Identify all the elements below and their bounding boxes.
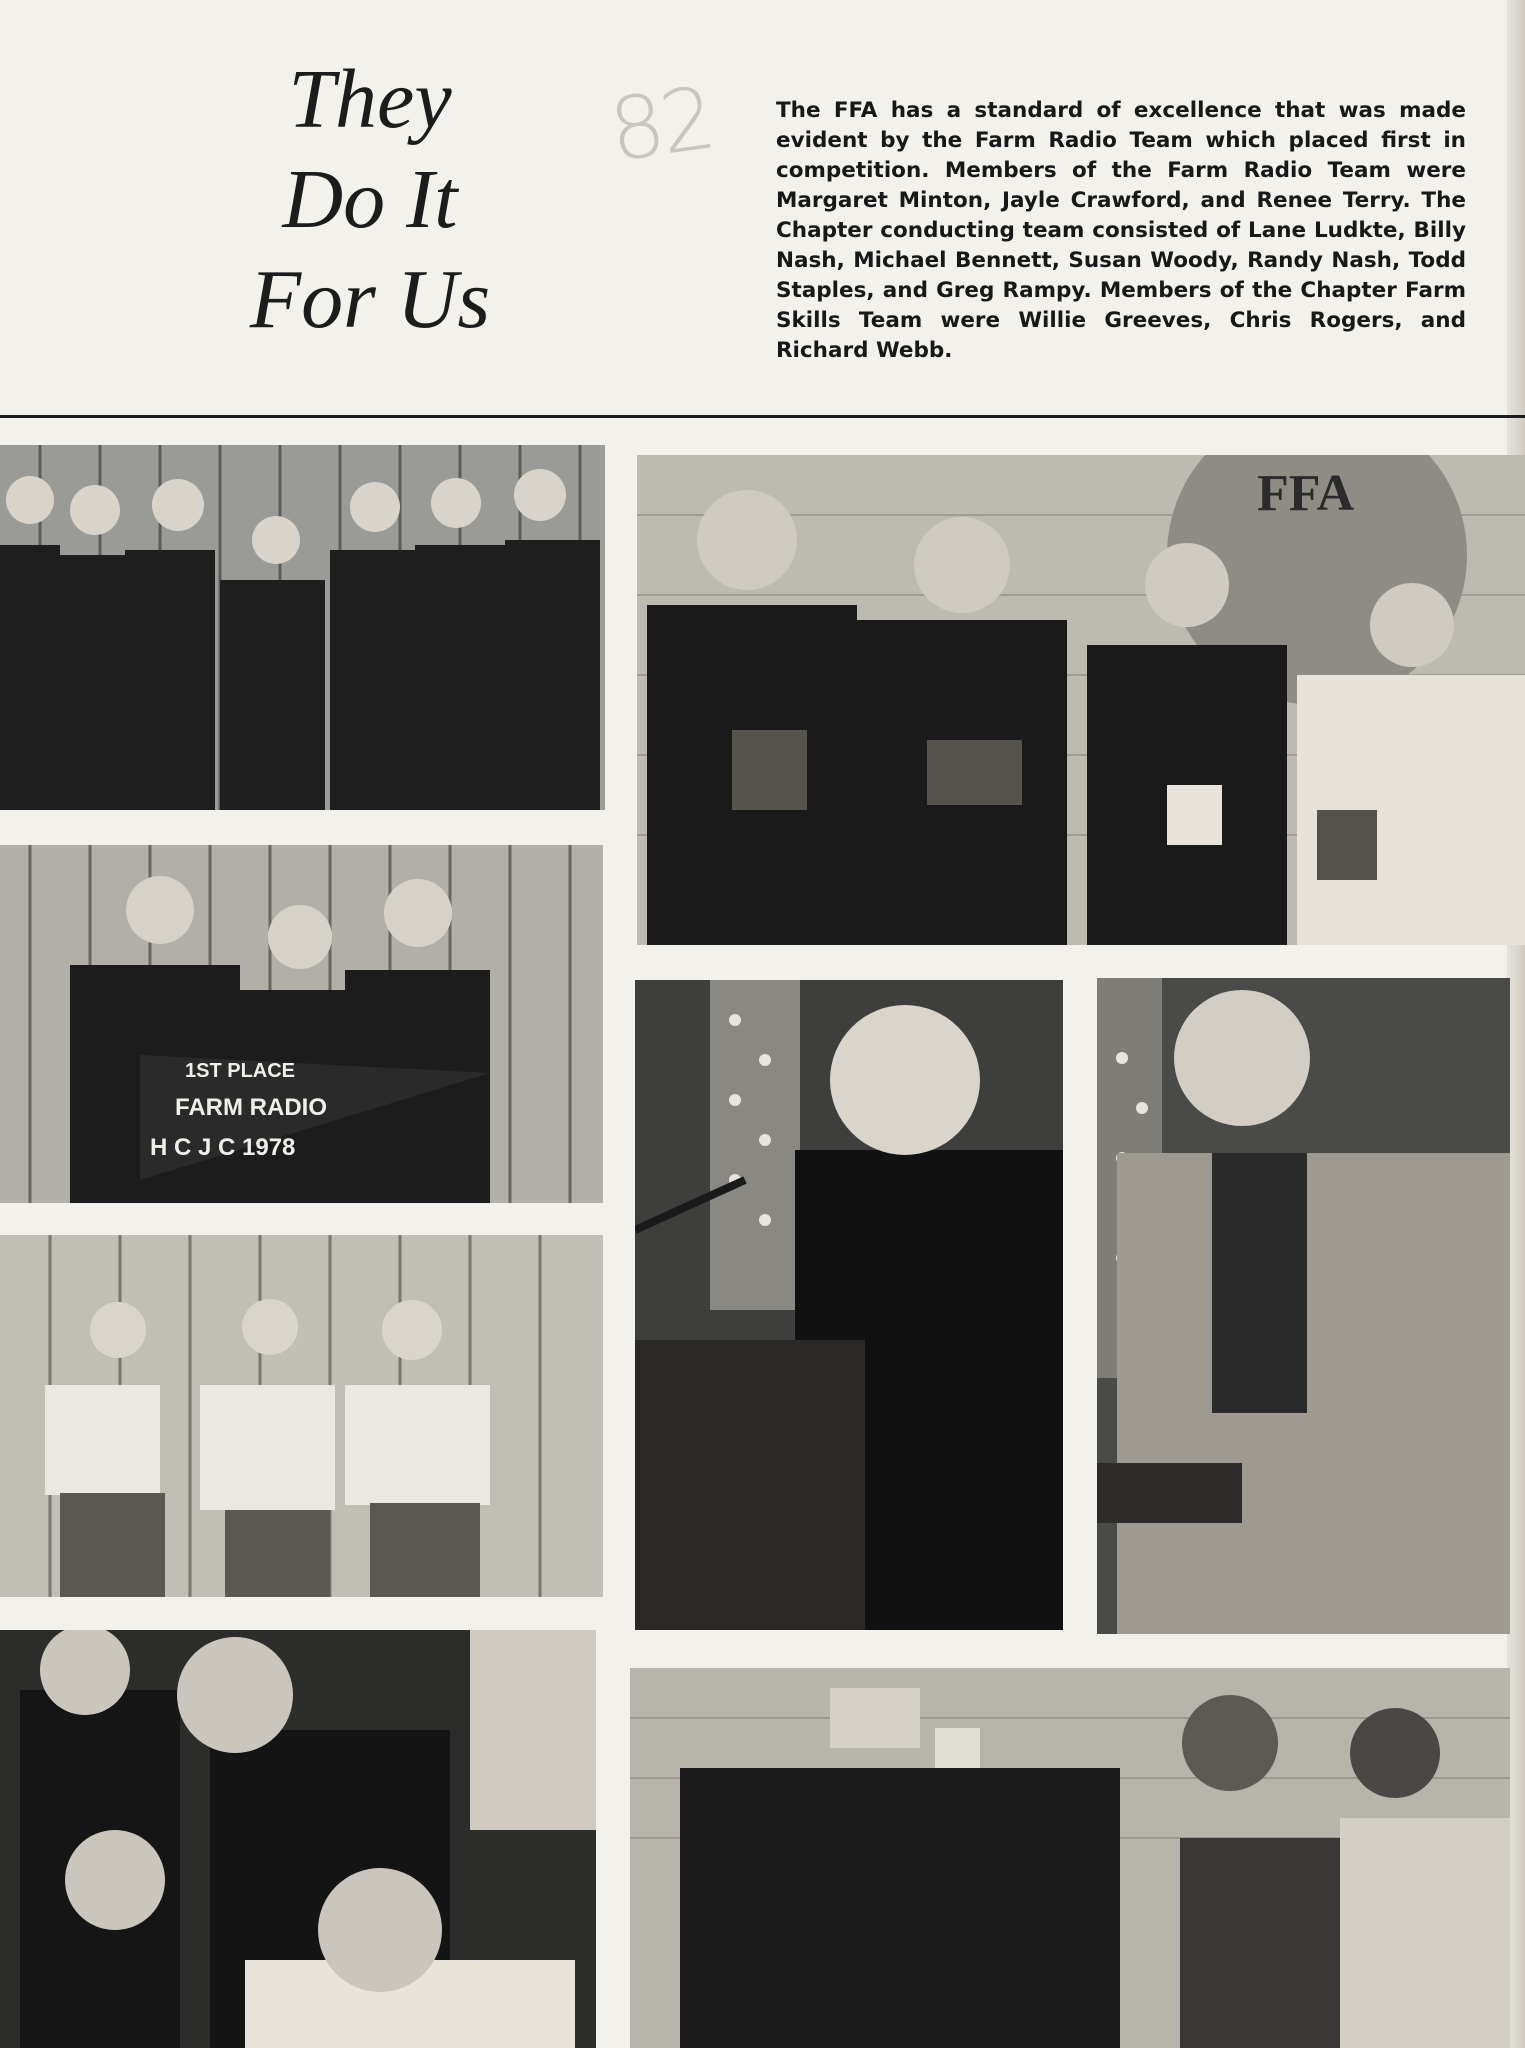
photo-award-recipients — [637, 455, 1525, 945]
article-text: The FFA has a standard of excellence that was made evident by the Farm Radio Team which placed first in competition. Members of the Farm Radio Team were Margaret Minton, Jayle Crawford, and Renee Terry. The Chapter conducting team consisted of Lane Ludkte, Billy Nash, Michael Bennett, Susan Woody, Randy Nash, Todd Staples, and Greg Rampy. Members of the Chapter Farm Skills Team were Willie Greeves, Chris Rogers, and Richard Webb. — [776, 98, 1466, 363]
ffa-emblem-text: FFA — [1257, 465, 1355, 522]
photo-banquet-table — [0, 1630, 596, 2048]
title-line-3: For Us — [249, 253, 491, 346]
pennant-line-1: 1ST PLACE — [185, 1060, 296, 1082]
handwritten-page-number: 82 — [603, 68, 718, 182]
photo-farm-skills-team — [0, 1235, 603, 1597]
photo-head-table — [630, 1668, 1510, 2048]
photo-speaker-at-podium — [635, 980, 1063, 1630]
photo-farm-radio-team — [0, 845, 603, 1203]
photo-chapter-conducting-team — [0, 445, 605, 810]
photo-young-man-speaking — [1097, 978, 1510, 1634]
title-line-2: Do It — [282, 153, 458, 246]
pennant-line-2: FARM RADIO — [175, 1094, 327, 1121]
page-title — [230, 50, 510, 350]
divider-rule — [0, 415, 1525, 418]
pennant-line-3: H C J C 1978 — [150, 1134, 296, 1161]
title-line-1: They — [288, 53, 452, 146]
